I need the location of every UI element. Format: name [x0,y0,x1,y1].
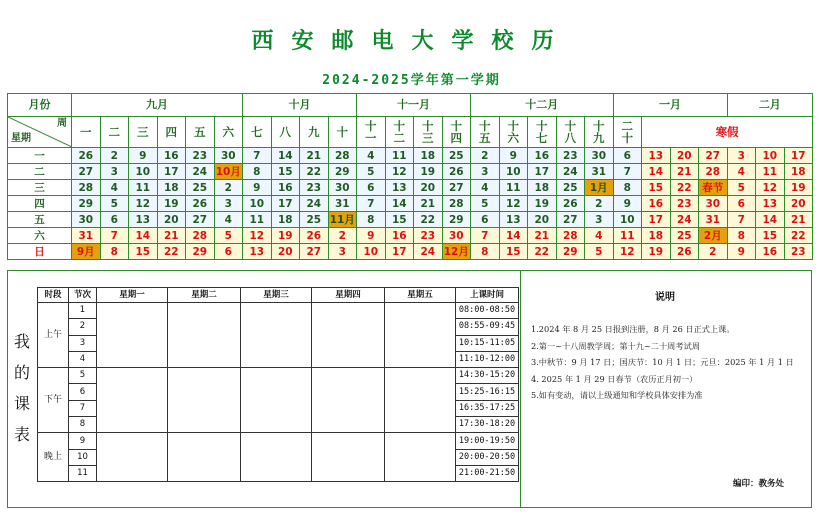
date-cell: 25 [670,228,699,244]
date-cell: 29 [442,212,471,228]
week-number: 六 [214,117,243,148]
date-cell: 30 [328,180,357,196]
week-number: 十 [328,117,357,148]
date-cell: 17 [385,244,414,260]
period-number: 7 [69,400,97,416]
date-cell: 26 [300,228,329,244]
week-number: 十 一 [357,117,386,148]
date-cell: 18 [271,212,300,228]
date-cell: 27 [442,180,471,196]
period-number: 1 [69,303,97,319]
date-cell: 9月 [72,244,101,260]
date-cell: 15 [756,228,785,244]
date-cell: 25 [442,148,471,164]
date-cell: 22 [157,244,186,260]
date-cell: 21 [670,164,699,180]
date-cell: 19 [528,196,557,212]
date-cell: 10 [357,244,386,260]
date-cell: 6 [100,212,129,228]
session-label: 晚上 [38,433,69,482]
date-cell: 14 [499,228,528,244]
date-cell: 14 [642,164,671,180]
date-cell: 15 [129,244,158,260]
schedule-slot[interactable] [312,303,385,368]
schedule-slot[interactable] [168,433,241,482]
date-cell: 26 [556,196,585,212]
schedule-header: 星期五 [385,288,456,303]
date-cell: 19 [784,180,813,196]
date-cell: 28 [72,180,101,196]
week-number: 十 三 [414,117,443,148]
class-time: 21:00-21:50 [456,465,519,481]
date-cell: 2 [585,196,614,212]
schedule-slot[interactable] [168,368,241,433]
date-cell: 13 [385,180,414,196]
date-cell: 16 [385,228,414,244]
session-label: 上午 [38,303,69,368]
period-number: 8 [69,417,97,433]
date-cell: 9 [129,148,158,164]
date-cell: 15 [271,164,300,180]
date-cell: 3 [328,244,357,260]
date-cell: 2 [100,148,129,164]
month-header: 一月 [613,94,727,117]
class-time: 08:00-08:50 [456,303,519,319]
weekday-label: 六 [8,228,72,244]
date-cell: 21 [157,228,186,244]
date-cell: 14 [385,196,414,212]
date-cell: 19 [642,244,671,260]
class-time: 20:00-20:50 [456,449,519,465]
date-cell: 31 [699,212,728,228]
date-cell: 7 [357,196,386,212]
date-cell: 23 [670,196,699,212]
date-cell: 13 [499,212,528,228]
date-cell: 21 [784,212,813,228]
week-number: 十 二 [385,117,414,148]
date-cell: 3 [100,164,129,180]
date-cell: 23 [300,180,329,196]
date-cell: 25 [186,180,215,196]
month-header: 九月 [72,94,243,117]
date-cell: 12 [385,164,414,180]
date-cell: 22 [300,164,329,180]
date-cell: 20 [670,148,699,164]
date-cell: 15 [642,180,671,196]
date-cell: 28 [442,196,471,212]
period-number: 3 [69,335,97,351]
weekday-corner-label: 星期 [11,133,31,144]
class-time: 11:10-12:00 [456,351,519,367]
date-cell: 16 [756,244,785,260]
weekday-label: 日 [8,244,72,260]
weekday-label: 四 [8,196,72,212]
date-cell: 5 [471,196,500,212]
schedule-table [37,287,519,482]
date-cell: 31 [328,196,357,212]
class-time: 10:15-11:05 [456,335,519,351]
panel-divider [520,270,521,508]
date-cell: 18 [642,228,671,244]
date-cell: 28 [328,148,357,164]
date-cell: 8 [357,212,386,228]
week-weekday-corner [8,117,72,148]
date-cell: 20 [157,212,186,228]
class-time: 14:30-15:20 [456,368,519,384]
period-number: 4 [69,351,97,367]
date-cell: 9 [357,228,386,244]
date-cell: 27 [699,148,728,164]
date-cell: 17 [271,196,300,212]
note-item: 4. 2025 年 1 月 29 日春节（农历正月初一） [531,373,698,384]
date-cell: 7 [100,228,129,244]
date-cell: 6 [727,196,756,212]
date-cell: 28 [699,164,728,180]
note-item: 2.第一~十八周教学周；第十九~二十周考试周 [531,340,700,351]
date-cell: 4 [100,180,129,196]
month-header-label: 月份 [8,94,72,117]
date-cell: 10 [499,164,528,180]
date-cell: 24 [186,164,215,180]
date-cell: 22 [670,180,699,196]
weekday-label: 三 [8,180,72,196]
date-cell: 18 [784,164,813,180]
date-cell: 8 [243,164,272,180]
period-number: 11 [69,465,97,481]
date-cell: 23 [784,244,813,260]
schedule-slot[interactable] [241,303,312,368]
date-cell: 8 [471,244,500,260]
date-cell: 24 [670,212,699,228]
date-cell: 8 [100,244,129,260]
schedule-slot[interactable] [385,433,456,482]
date-cell: 27 [300,244,329,260]
date-cell: 4 [357,148,386,164]
date-cell: 18 [414,148,443,164]
date-cell: 5 [357,164,386,180]
date-cell: 17 [784,148,813,164]
week-number: 十 七 [528,117,557,148]
date-cell: 12 [499,196,528,212]
date-cell: 30 [214,148,243,164]
week-number: 四 [157,117,186,148]
week-number: 八 [271,117,300,148]
schedule-slot[interactable] [97,433,168,482]
date-cell: 22 [414,212,443,228]
date-cell: 12 [613,244,642,260]
date-cell: 23 [556,148,585,164]
date-cell: 4 [585,228,614,244]
date-cell: 5 [100,196,129,212]
date-cell: 11月 [329,213,355,226]
period-number: 5 [69,368,97,384]
date-cell: 7 [471,228,500,244]
date-cell: 25 [300,212,329,228]
date-cell: 13 [129,212,158,228]
date-cell: 16 [157,148,186,164]
date-cell: 8 [727,228,756,244]
date-cell: 24 [556,164,585,180]
date-cell: 2 [471,148,500,164]
date-cell: 24 [414,244,443,260]
schedule-slot[interactable] [385,303,456,368]
date-cell: 14 [129,228,158,244]
date-cell: 15 [385,212,414,228]
month-header: 十月 [243,94,357,117]
date-cell: 22 [528,244,557,260]
date-cell: 12 [243,228,272,244]
weekday-label: 二 [8,164,72,180]
date-cell: 22 [784,228,813,244]
date-cell: 21 [414,196,443,212]
note-item: 1.2024 年 8 月 25 日报到注册，8 月 26 日正式上课。 [531,324,735,334]
date-cell: 23 [414,228,443,244]
schedule-slot[interactable] [312,368,385,433]
schedule-header: 上课时间 [456,288,519,303]
week-number: 一 [72,117,101,148]
date-cell: 3 [214,196,243,212]
date-cell: 14 [756,212,785,228]
date-cell: 11 [129,180,158,196]
date-cell: 10月 [215,165,241,178]
schedule-slot[interactable] [168,303,241,368]
date-cell: 12 [756,180,785,196]
class-time: 15:25-16:15 [456,384,519,400]
period-number: 2 [69,319,97,335]
date-cell: 27 [186,212,215,228]
schedule-header: 星期一 [97,288,168,303]
date-cell: 12 [129,196,158,212]
publisher-signature: 编印：教务处 [733,479,785,489]
winter-break-header: 寒假 [642,117,813,148]
date-cell: 24 [300,196,329,212]
date-cell: 18 [157,180,186,196]
week-corner-label: 周 [57,118,67,129]
date-cell: 19 [271,228,300,244]
week-number: 九 [300,117,329,148]
date-cell: 4 [727,164,756,180]
date-cell: 16 [642,196,671,212]
date-cell: 4 [471,180,500,196]
date-cell: 6 [471,212,500,228]
class-time: 19:00-19:50 [456,433,519,449]
schedule-header: 星期三 [241,288,312,303]
week-number: 五 [186,117,215,148]
date-cell: 3 [727,148,756,164]
week-number: 三 [129,117,158,148]
week-number: 十 六 [499,117,528,148]
date-cell: 11 [613,228,642,244]
schedule-slot[interactable] [385,368,456,433]
date-cell: 29 [72,196,101,212]
date-cell: 29 [186,244,215,260]
date-cell: 20 [271,244,300,260]
date-cell: 11 [385,148,414,164]
date-cell: 7 [727,212,756,228]
date-cell: 1月 [585,180,614,196]
semester-subtitle: 2024-2025学年第一学期 [322,73,501,88]
month-header: 十二月 [471,94,614,117]
date-cell: 27 [72,164,101,180]
date-cell: 2 [328,228,357,244]
week-number: 二 十 [613,117,642,148]
date-cell: 26 [186,196,215,212]
date-cell: 7 [613,164,642,180]
schedule-slot[interactable] [312,433,385,482]
date-cell: 30 [442,228,471,244]
week-number: 二 [100,117,129,148]
schedule-header: 星期四 [312,288,385,303]
date-cell: 30 [699,196,728,212]
week-number: 十 九 [585,117,614,148]
period-number: 9 [69,433,97,449]
week-number: 十 五 [471,117,500,148]
date-cell: 20 [528,212,557,228]
date-cell: 15 [499,244,528,260]
date-cell: 11 [756,164,785,180]
page-title: 西安邮电大学校历 [251,28,572,54]
date-cell: 5 [585,244,614,260]
date-cell: 31 [72,228,101,244]
schedule-header: 星期二 [168,288,241,303]
date-cell: 16 [528,148,557,164]
date-cell: 10 [613,212,642,228]
date-cell: 27 [556,212,585,228]
date-cell: 30 [72,212,101,228]
date-cell: 17 [528,164,557,180]
date-cell: 26 [72,148,101,164]
date-cell: 20 [784,196,813,212]
month-header: 十一月 [357,94,471,117]
month-header: 二月 [727,94,813,117]
date-cell: 29 [328,164,357,180]
date-cell: 14 [271,148,300,164]
calendar-table [7,93,813,260]
date-cell: 11 [499,180,528,196]
class-time: 16:35-17:25 [456,400,519,416]
date-cell: 9 [499,148,528,164]
date-cell: 21 [300,148,329,164]
date-cell: 26 [670,244,699,260]
date-cell: 12月 [443,245,469,258]
date-cell: 4 [214,212,243,228]
date-cell: 13 [642,148,671,164]
note-item: 3.中秋节：9 月 17 日；国庆节：10 月 1 日；元旦：2025 年 1 月 1 日 [531,357,794,367]
date-cell: 10 [756,148,785,164]
date-cell: 16 [271,180,300,196]
schedule-header: 节次 [69,288,97,303]
notes-list [531,321,811,404]
date-cell: 7 [243,148,272,164]
date-cell: 11 [243,212,272,228]
period-number: 6 [69,384,97,400]
date-cell: 3 [585,212,614,228]
my-schedule-label: 我 的 课 表 [13,332,30,444]
schedule-slot[interactable] [241,433,312,482]
session-label: 下午 [38,368,69,433]
date-cell: 31 [585,164,614,180]
date-cell: 5 [727,180,756,196]
date-cell: 23 [186,148,215,164]
date-cell: 8 [613,180,642,196]
date-cell: 25 [556,180,585,196]
weekday-label: 一 [8,148,72,164]
week-number: 十 八 [556,117,585,148]
date-cell: 28 [556,228,585,244]
date-cell: 春节 [699,180,728,196]
notes-title: 说明 [655,292,675,303]
date-cell: 26 [442,164,471,180]
date-cell: 9 [727,244,756,260]
schedule-slot[interactable] [241,368,312,433]
date-cell: 20 [414,180,443,196]
date-cell: 9 [613,196,642,212]
schedule-slot[interactable] [97,368,168,433]
date-cell: 13 [756,196,785,212]
note-item: 5.如有变动，请以上级通知和学校具体安排为准 [531,390,703,400]
class-time: 08:55-09:45 [456,319,519,335]
date-cell: 10 [243,196,272,212]
date-cell: 19 [414,164,443,180]
date-cell: 28 [186,228,215,244]
date-cell: 19 [157,196,186,212]
date-cell: 29 [556,244,585,260]
date-cell: 5 [214,228,243,244]
date-cell: 17 [157,164,186,180]
date-cell: 10 [129,164,158,180]
date-cell: 6 [357,180,386,196]
weekday-label: 五 [8,212,72,228]
date-cell: 9 [243,180,272,196]
date-cell: 3 [471,164,500,180]
date-cell: 2 [699,244,728,260]
week-number: 七 [243,117,272,148]
schedule-header: 时段 [38,288,69,303]
date-cell: 6 [214,244,243,260]
schedule-slot[interactable] [97,303,168,368]
date-cell: 21 [528,228,557,244]
date-cell: 18 [528,180,557,196]
period-number: 10 [69,449,97,465]
date-cell: 13 [243,244,272,260]
date-cell: 30 [585,148,614,164]
date-cell: 6 [613,148,642,164]
date-cell: 17 [642,212,671,228]
week-number: 十 四 [442,117,471,148]
date-cell: 2月 [699,228,728,244]
class-time: 17:30-18:20 [456,417,519,433]
date-cell: 2 [214,180,243,196]
